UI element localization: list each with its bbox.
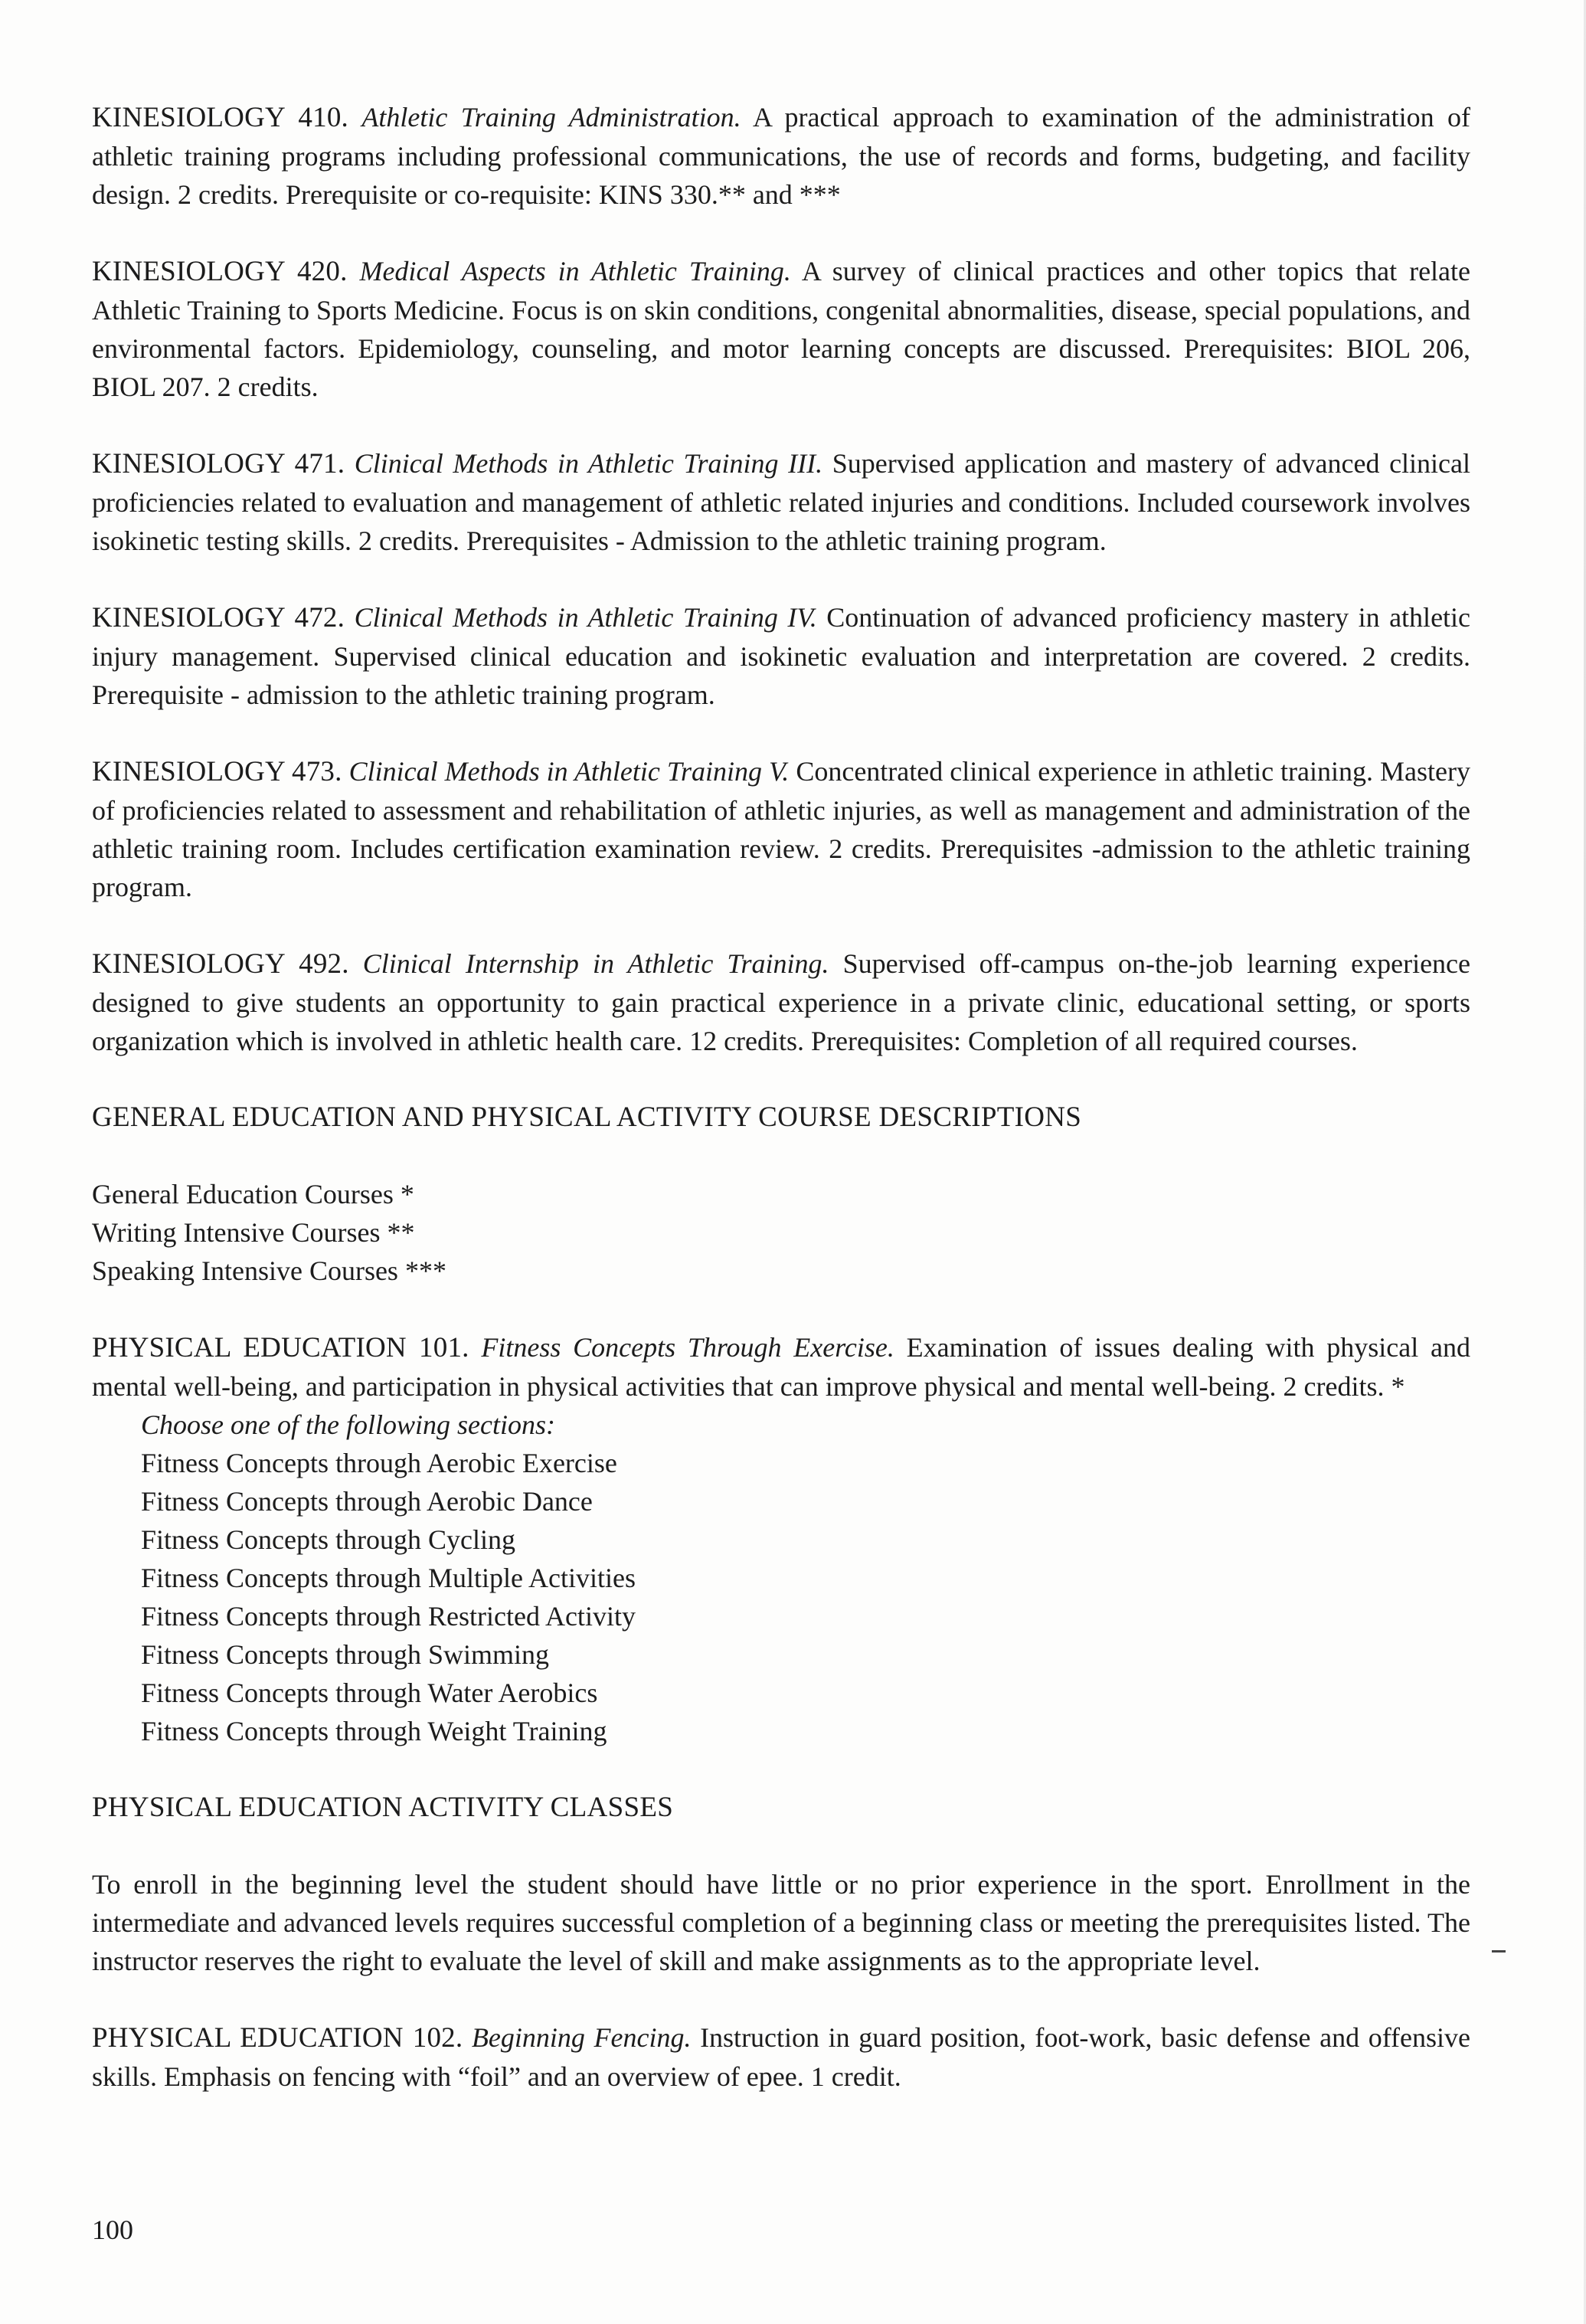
course-title: Clinical Methods in Athletic Training IV. <box>354 602 817 633</box>
course-entry-pe-101 <box>92 1328 1470 1406</box>
course-code: KINESIOLOGY 492. <box>92 948 349 980</box>
course-code: KINESIOLOGY 473. <box>92 756 342 787</box>
list-item: Fitness Concepts through Cycling <box>141 1524 515 1555</box>
course-code: KINESIOLOGY 472. <box>92 602 345 633</box>
course-code: PHYSICAL EDUCATION 101. <box>92 1332 469 1363</box>
course-code: PHYSICAL EDUCATION 102. <box>92 2022 463 2054</box>
legend-item-writing-intensive: Writing Intensive Courses ** <box>92 1217 415 1248</box>
course-code: KINESIOLOGY 410. <box>92 102 348 133</box>
list-item: Fitness Concepts through Swimming <box>141 1639 550 1670</box>
legend-item-speaking-intensive: Speaking Intensive Courses *** <box>92 1255 446 1286</box>
course-entry-pe-102 <box>92 2018 1470 2096</box>
list-item: Fitness Concepts through Aerobic Exercise <box>141 1448 617 1478</box>
course-title: Clinical Methods in Athletic Training V. <box>348 756 790 787</box>
sections-list <box>141 1444 1470 1750</box>
course-description: Supervised off-campus on-the-job learning experience designed to give students an opportunity to gain practical experience in a private clinic, educational setting, or sports organization which is involved in athletic health care. 12 credits. Prerequisites: Completion of all required courses. <box>92 948 1471 1056</box>
page-number: 100 <box>92 2214 133 2245</box>
course-title: Fitness Concepts Through Exercise. <box>481 1332 894 1363</box>
list-item: Fitness Concepts through Multiple Activities <box>141 1563 636 1593</box>
course-entry-kins-492 <box>92 944 1470 1060</box>
gen-ed-heading: GENERAL EDUCATION AND PHYSICAL ACTIVITY COURSE DESCRIPTIONS <box>92 1101 1082 1133</box>
course-entry-kins-410 <box>92 98 1470 214</box>
list-item: Fitness Concepts through Weight Training <box>141 1716 607 1746</box>
list-item: Fitness Concepts through Water Aerobics <box>141 1678 598 1708</box>
course-description: A practical approach to examination of the administration of athletic training programs including professional communications, the use of records and forms, budgeting, and facility design. 2 credits. Prerequisite or co-requisite: KINS 330.** and *** <box>92 102 1471 210</box>
course-entry-kins-472 <box>92 598 1470 714</box>
activity-heading: PHYSICAL EDUCATION ACTIVITY CLASSES <box>92 1792 674 1823</box>
course-title: Beginning Fencing. <box>471 2022 692 2053</box>
list-item: Fitness Concepts through Restricted Activity <box>141 1601 636 1632</box>
course-legend <box>92 1175 1470 1290</box>
course-entry-kins-473 <box>92 752 1470 906</box>
course-title: Clinical Internship in Athletic Training. <box>362 948 829 979</box>
course-entry-kins-471 <box>92 444 1470 560</box>
activity-paragraph: To enroll in the beginning level the student should have little or no prior experience in the sport. Enrollment in the intermediate and advanced levels requires successful completion of a beginning class or meeting the prerequisites listed. The instructor reserves the right to evaluate the level of skill and make assignments as to the appropriate level. <box>92 1869 1470 1976</box>
course-title: Medical Aspects in Athletic Training. <box>359 256 791 286</box>
course-code: KINESIOLOGY 420. <box>92 256 348 287</box>
course-title: Athletic Training Administration. <box>361 102 741 133</box>
course-description: Continuation of advanced proficiency mastery in athletic injury management. Supervised clinical education and isokinetic evaluation and interpretation are covered. 2 credits. Prerequisite - admission to the athletic training program. <box>92 602 1471 710</box>
sections-label: Choose one of the following sections: <box>141 1409 555 1440</box>
list-item: Fitness Concepts through Aerobic Dance <box>141 1486 593 1517</box>
course-description: Instruction in guard position, foot-work, basic defense and offensive skills. Emphasis on fencing with “foil” and an overview of epee. 1 credit. <box>92 2022 1470 2092</box>
course-description: A survey of clinical practices and other topics that relate Athletic Training to Sports Medicine. Focus is on skin conditions, congenital abnormalities, disease, special populations, and environmental factors. Epidemiology, counseling, and motor learning concepts are discussed. Prerequisites: BIOL 206, BIOL 207. 2 credits. <box>92 256 1471 402</box>
page-content <box>92 98 1470 2134</box>
legend-item-general-education: General Education Courses * <box>92 1179 414 1209</box>
course-title: Clinical Methods in Athletic Training III. <box>354 448 823 479</box>
course-description: Examination of issues dealing with physical and mental well-being, and participation in physical activities that can improve physical and mental well-being. 2 credits. * <box>92 1332 1470 1402</box>
course-description: Supervised application and mastery of advanced clinical proficiencies related to evaluation and management of athletic related injuries and conditions. Included coursework involves isokinetic testing skills. 2 credits. Prerequisites - Admission to the athletic training program. <box>92 448 1471 556</box>
course-description: Concentrated clinical experience in athletic training. Mastery of proficiencies related to assessment and rehabilitation of athletic injuries, as well as management and administration of the athletic training room. Includes certification examination review. 2 credits. Prerequisites -admission to the athletic training program. <box>92 756 1470 902</box>
margin-dash-mark <box>1492 1950 1506 1952</box>
course-code: KINESIOLOGY 471. <box>92 448 345 480</box>
course-entry-kins-420 <box>92 252 1470 406</box>
